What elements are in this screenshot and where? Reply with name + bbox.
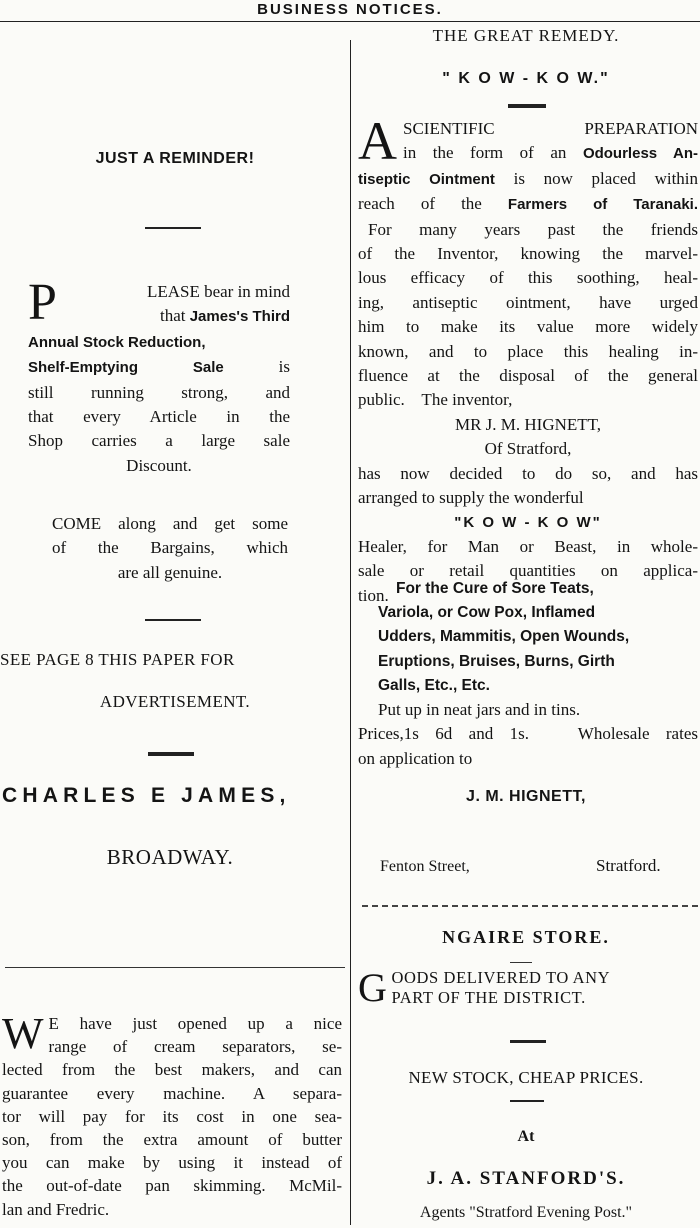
- store-agents: Agents "Stratford Evening Post.": [419, 1204, 633, 1221]
- text-line: COME along and get some: [52, 514, 288, 533]
- text-line: still running strong, and: [28, 382, 290, 402]
- divider-rule: [148, 752, 194, 756]
- text-line: For many years past the friends: [368, 219, 698, 239]
- bold-text: Farmers of Taranaki.: [507, 196, 698, 214]
- divider-rule: [510, 962, 532, 963]
- text-line: in the form of an: [403, 143, 567, 163]
- product-name: "K O W - K O W": [454, 513, 602, 531]
- text-line: Galls, Etc., Etc.: [378, 676, 490, 694]
- text-line: sale or retail quantities on applica-: [358, 561, 698, 581]
- column-divider: [350, 40, 351, 1225]
- divider-rule: [510, 1100, 544, 1102]
- text-line: that: [159, 306, 186, 326]
- text-line: range of cream separators, se-: [48, 1037, 342, 1057]
- text-line: Udders, Mammitis, Open Wounds,: [378, 628, 630, 646]
- section-rule: [5, 967, 345, 968]
- see-page-line: SEE PAGE 8 THIS PAPER FOR: [0, 650, 235, 669]
- text-line: Prices,1s 6d and 1s. Wholesale rates: [358, 724, 698, 744]
- separators-ad: [2, 1009, 342, 1221]
- inventor-town: Of Stratford,: [484, 439, 572, 459]
- address-street: Fenton Street,: [380, 858, 470, 875]
- text-line: him to make its value more widely: [358, 317, 698, 337]
- reminder-body: [28, 274, 290, 478]
- text-line: PART OF THE DISTRICT.: [391, 988, 586, 1007]
- text-line: that every Article in the: [28, 407, 290, 427]
- text-line: lous efficacy of this soothing, heal-: [358, 268, 698, 288]
- text-line: guarantee every machine. A separa-: [2, 1083, 342, 1103]
- text-line: Discount.: [126, 455, 192, 475]
- signature: J. M. HIGNETT,: [466, 788, 586, 805]
- text-line: on application to: [358, 748, 473, 768]
- bold-text: James's Third: [189, 308, 290, 326]
- dropcap-letter: W: [2, 1009, 44, 1058]
- address-town: Stratford.: [596, 856, 661, 875]
- text-line: public. The inventor,: [358, 390, 513, 410]
- bold-text: tiseptic Ointment: [358, 170, 495, 188]
- text-line: fluence at the disposal of the general: [358, 366, 698, 386]
- remedy-title: THE GREAT REMEDY.: [432, 26, 620, 45]
- kowkow-prices: [358, 698, 698, 771]
- section-rule: [362, 905, 698, 907]
- text-line: SCIENTIFIC PREPARATION: [403, 119, 698, 138]
- bold-text: Shelf-Emptying Sale: [28, 359, 224, 377]
- bold-text: Annual Stock Reduction,: [28, 333, 206, 351]
- text-line: you can make by using it instead of: [2, 1153, 342, 1173]
- text-line: is now placed within: [513, 168, 699, 188]
- store-at: At: [517, 1128, 535, 1145]
- bold-text: Odourless An-: [582, 145, 699, 163]
- text-line: tion.: [358, 585, 389, 605]
- text-line: lected from the best makers, and can: [2, 1060, 342, 1080]
- text-line: OODS DELIVERED TO ANY: [391, 968, 611, 987]
- text-line: For the Cure of Sore Teats,: [396, 580, 594, 597]
- text-line: of the Bargains, which: [52, 538, 288, 558]
- text-line: Variola, or Cow Pox, Inflamed: [378, 604, 596, 622]
- store-delivery: [358, 965, 698, 1010]
- divider-rule: [145, 227, 201, 229]
- text-line: ing, antiseptic ointment, have urged: [358, 292, 698, 312]
- inventor-name: MR J. M. HIGNETT,: [454, 414, 602, 434]
- product-name: " K O W - K O W.": [442, 70, 610, 87]
- text-line: LEASE bear in mind: [146, 282, 290, 301]
- header-rule: [0, 21, 700, 22]
- text-line: known, and to place this healing in-: [358, 341, 698, 361]
- text-line: E have just opened up a nice: [48, 1014, 342, 1033]
- text-line: lan and Fredric.: [2, 1199, 110, 1219]
- text-line: reach of the: [358, 194, 482, 214]
- text-line: arranged to supply the wonderful: [358, 488, 584, 508]
- text-line: the out-of-date pan skimming. McMil-: [2, 1176, 342, 1196]
- divider-rule: [508, 104, 546, 108]
- page-title: BUSINESS NOTICES.: [257, 1, 443, 18]
- store-stock: NEW STOCK, CHEAP PRICES.: [408, 1068, 644, 1087]
- text-line: Eruptions, Bruises, Burns, Girth: [378, 652, 615, 670]
- dropcap-letter: G: [358, 965, 388, 1010]
- text-line: son, from the extra amount of butter: [2, 1130, 342, 1150]
- divider-rule: [510, 1040, 546, 1043]
- merchant-street: BROADWAY.: [106, 845, 234, 869]
- text-line: is: [278, 357, 290, 377]
- divider-rule: [145, 619, 201, 621]
- advertisement-line: ADVERTISEMENT.: [99, 692, 251, 711]
- kowkow-body: [358, 111, 699, 608]
- text-line: are all genuine.: [117, 562, 223, 582]
- merchant-name: CHARLES E JAMES,: [2, 784, 291, 807]
- text-line: tor will pay for its cost in one sea-: [2, 1106, 342, 1126]
- text-line: has now decided to do so, and has: [358, 463, 698, 483]
- reminder-heading: JUST A REMINDER!: [95, 150, 255, 167]
- text-line: Put up in neat jars and in tins.: [378, 700, 581, 719]
- text-line: Healer, for Man or Beast, in whole-: [358, 536, 698, 556]
- store-name: J. A. STANFORD'S.: [426, 1168, 626, 1189]
- text-line: Shop carries a large sale: [28, 431, 290, 451]
- dropcap-letter: A: [358, 111, 397, 171]
- store-title: NGAIRE STORE.: [442, 927, 610, 947]
- text-line: of the Inventor, knowing the marvel-: [358, 244, 698, 264]
- dropcap-letter: P: [28, 274, 57, 331]
- reminder-invite: [52, 512, 288, 585]
- cure-list: [378, 577, 694, 698]
